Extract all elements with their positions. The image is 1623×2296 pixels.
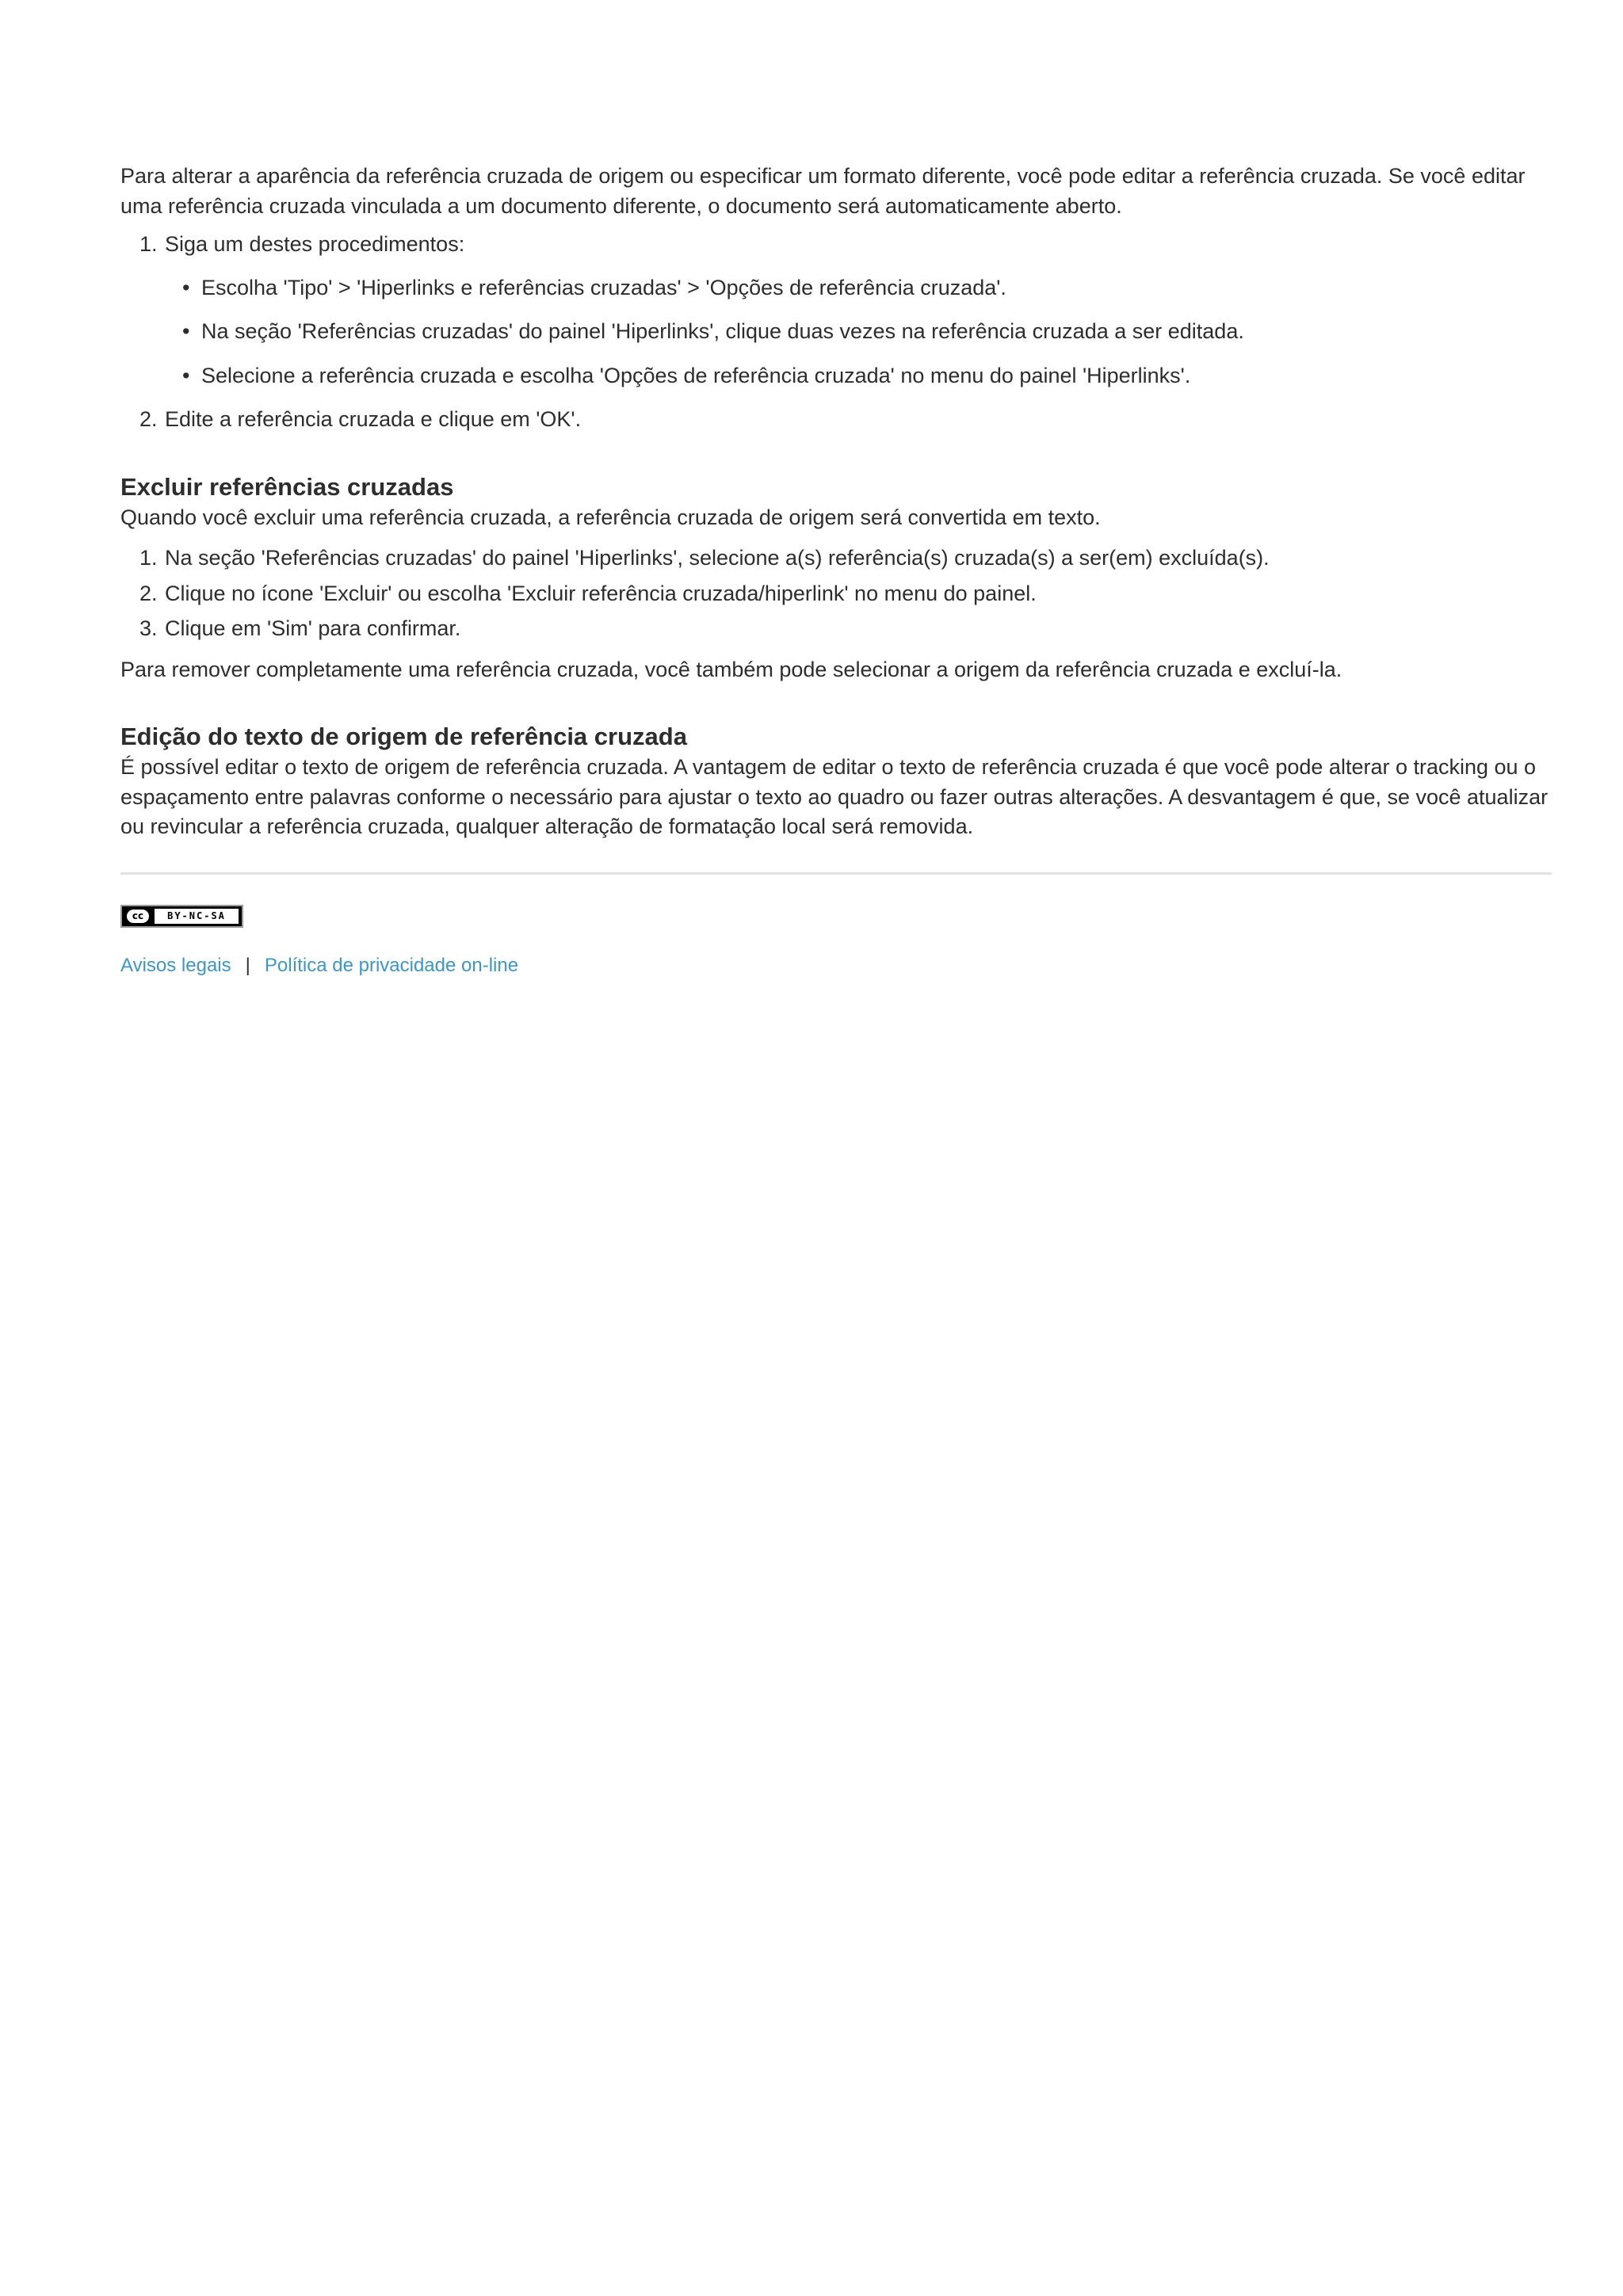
footer-links (120, 953, 1552, 978)
step-text: Siga um destes procedimentos: (165, 232, 465, 256)
section-body: É possível editar o texto de origem de referência cruzada. A vantagem de editar o texto de referência cruzada é que você pode alterar o tracking ou o espaçamento entre palavras conforme o necessário para ajustar o texto ao quadro ou fazer outras alterações. A desvantagem é que, se você atualizar ou revincular a referência cruzada, qualquer alteração de formatação local será removida. (120, 755, 1549, 838)
list-item: 1. Na seção 'Referências cruzadas' do painel 'Hiperlinks', selecione a(s) referência(s) cruzada(s) a ser(em) excluída(s). (163, 543, 1552, 574)
section-heading-delete: Excluir referências cruzadas (120, 472, 454, 501)
bullet-icon: • (182, 363, 190, 387)
options-bullet-list (165, 273, 1552, 391)
license-terms: BY-NC-SA (155, 909, 239, 924)
list-item: • Escolha 'Tipo' > 'Hiperlinks e referências cruzadas' > 'Opções de referência cruzada'. (201, 273, 1552, 303)
document-page (120, 162, 1552, 978)
intro-paragraph: Para alterar a aparência da referência cruzada de origem ou especificar um formato diferente, você pode editar a referência cruzada. Se você editar uma referência cruzada vinculada a um documento diferente, o documento será automaticamente aberto. (120, 164, 1526, 218)
bullet-icon: • (182, 319, 190, 343)
edit-steps-list (120, 230, 1552, 435)
list-item: • Na seção 'Referências cruzadas' do painel 'Hiperlinks', clique duas vezes na referência cruzada a ser editada. (201, 317, 1552, 347)
list-item: 3. Clique em 'Sim' para confirmar. (163, 614, 1552, 644)
delete-steps-list (120, 543, 1552, 644)
cc-logo-icon: cc (125, 908, 151, 925)
creative-commons-by-nc-sa-icon[interactable] (120, 905, 243, 928)
link-separator: | (245, 954, 250, 976)
privacy-policy-link[interactable]: Política de privacidade on-line (264, 954, 519, 976)
list-item: 2. Clique no ícone 'Excluir' ou escolha 'Excluir referência cruzada/hiperlink' no menu do painel. (163, 579, 1552, 609)
list-item: • Selecione a referência cruzada e escolha 'Opções de referência cruzada' no menu do painel 'Hiperlinks'. (201, 361, 1552, 391)
section-heading-edit-source: Edição do texto de origem de referência cruzada (120, 723, 687, 750)
legal-notices-link[interactable]: Avisos legais (120, 954, 231, 976)
step-text: Edite a referência cruzada e clique em 'OK'. (165, 407, 582, 431)
list-item (163, 230, 1552, 391)
section-intro: Quando você excluir uma referência cruzada, a referência cruzada de origem será convertida em texto. (120, 505, 1101, 529)
section-note: Para remover completamente uma referência cruzada, você também pode selecionar a origem da referência cruzada e excluí-la. (120, 657, 1342, 681)
footer-divider (120, 872, 1552, 875)
list-item (163, 405, 1552, 435)
bullet-icon: • (182, 275, 190, 299)
